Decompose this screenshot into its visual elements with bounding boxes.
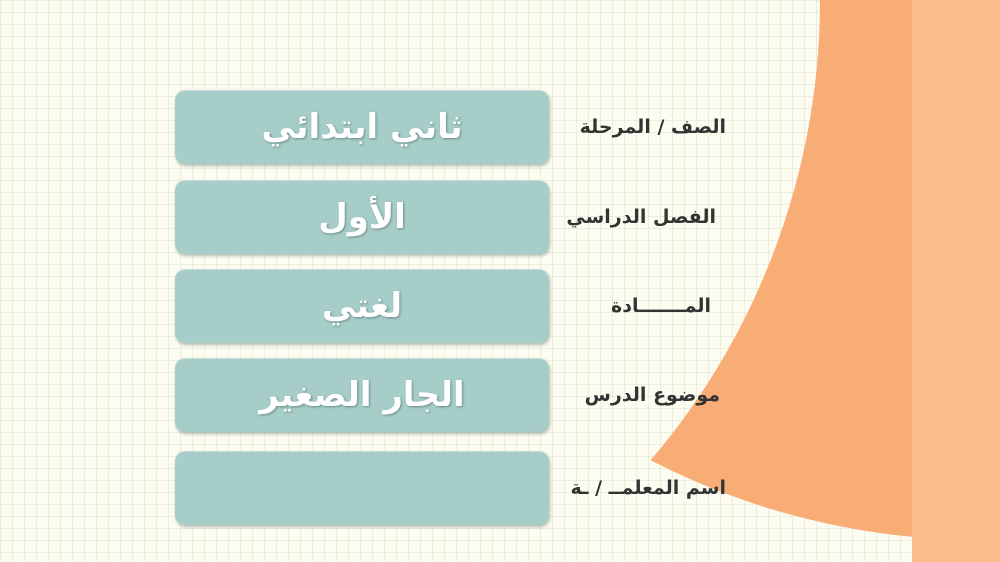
subject-value: لغتي <box>321 286 403 326</box>
row-grade <box>0 90 1000 166</box>
grade-label: الصف / المرحلة <box>579 116 726 138</box>
subject-value-box <box>175 269 549 343</box>
row-subject <box>0 269 1000 345</box>
lesson-topic-label: موضوع الدرس <box>584 384 720 406</box>
row-teacher-name <box>0 451 1000 527</box>
row-semester <box>0 180 1000 256</box>
teacher-name-label: اسم المعلمــ / ـة <box>570 477 726 499</box>
subject-label: المـــــــادة <box>611 295 711 317</box>
grade-value-box <box>175 90 549 164</box>
grade-value: ثاني ابتدائي <box>261 107 463 147</box>
lesson-topic-value: الجار الصغير <box>259 375 465 415</box>
row-lesson-topic <box>0 358 1000 434</box>
teacher-name-value-box <box>175 451 549 525</box>
semester-value: الأول <box>318 197 406 237</box>
lesson-topic-value-box <box>175 358 549 432</box>
semester-label: الفصل الدراسي <box>566 206 716 228</box>
semester-value-box <box>175 180 549 254</box>
